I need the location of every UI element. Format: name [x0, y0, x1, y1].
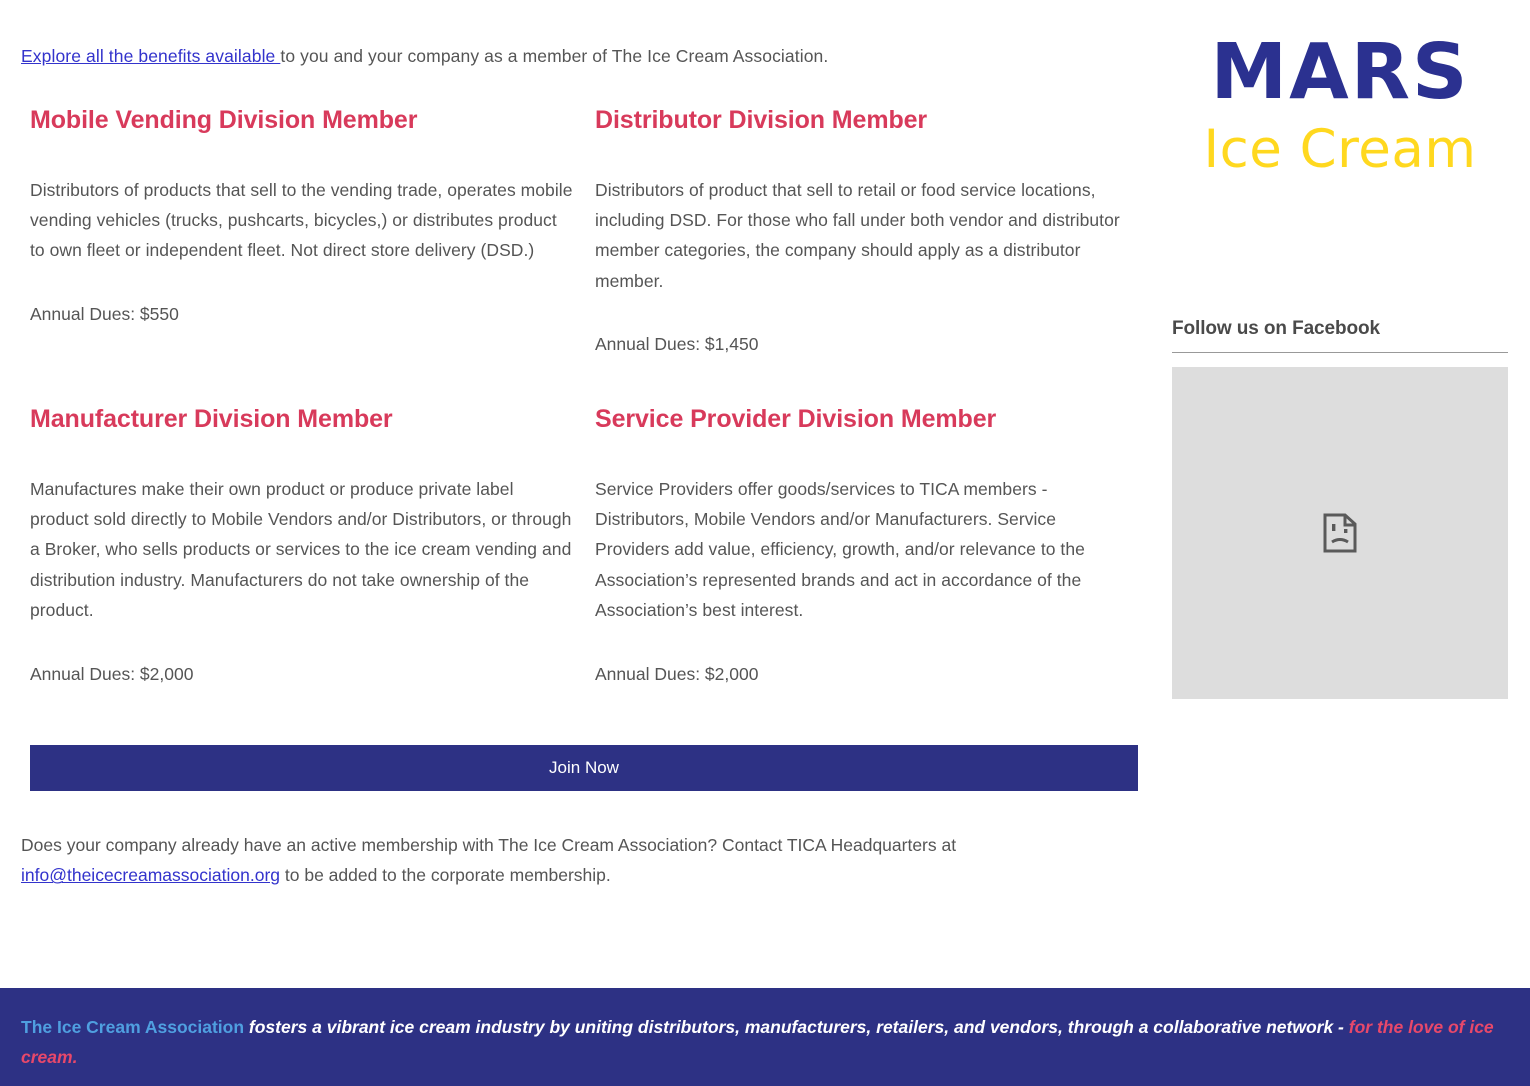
logo-primary-text: MARS [1210, 28, 1470, 117]
contact-text-after: to be added to the corporate membership. [280, 865, 611, 886]
footer-tagline [21, 1012, 1510, 1072]
card-title: Manufacturer Division Member [30, 405, 393, 434]
card-description: Distributors of products that sell to the vending trade, operates mobile vending vehicles (trucks, pushcarts, bicycles,) or distributes product to own fleet or independent fleet. Not direct store delivery (DSD.) [30, 179, 573, 261]
explore-benefits-link[interactable]: Explore all the benefits available [21, 46, 281, 66]
join-button-container [30, 745, 1151, 791]
contact-email-link[interactable]: info@theicecreamassociation.org [21, 865, 281, 886]
footer-accent-text: for the love of ice cream. [21, 1017, 1494, 1068]
contact-text-before: Does your company already have an active membership with The Ice Cream Association? Contact TICA Headquarters at [21, 834, 957, 855]
card-dues: Annual Dues: $2,000 [595, 663, 759, 684]
membership-card-service-provider [586, 404, 1151, 687]
site-footer [0, 988, 1530, 1086]
card-description: Service Providers offer goods/services to TICA members - Distributors, Mobile Vendors and/or Manufacturers. Service Providers add value, efficiency, growth, and/or relevance to the Association’s represented brands and act in accordance of the Association’s best interest. [595, 478, 1085, 621]
mars-ice-cream-logo [1172, 28, 1508, 224]
card-dues: Annual Dues: $550 [30, 303, 179, 324]
broken-image-icon [1323, 513, 1357, 553]
card-description: Distributors of product that sell to retail or food service locations, including DSD. For those who fall under both vendor and distributor member categories, the company should apply as a distributor member. [595, 179, 1120, 291]
intro-paragraph [21, 43, 1151, 69]
card-dues: Annual Dues: $2,000 [30, 663, 194, 684]
logo-secondary-text: Ice Cream [1203, 119, 1477, 180]
card-title: Distributor Division Member [595, 106, 928, 135]
footer-brand-name: The Ice Cream Association [21, 1017, 245, 1037]
card-title: Service Provider Division Member [595, 405, 997, 434]
membership-card-manufacturer [21, 404, 586, 687]
card-description: Manufactures make their own product or produce private label product sold directly to Mobile Vendors and/or Distributors, or through a Broker, who sells products or services to the ice cream vending and distribution industry. Manufacturers do not take ownership of the product. [30, 478, 572, 621]
facebook-widget-heading: Follow us on Facebook [1172, 318, 1508, 353]
right-sidebar [1172, 0, 1508, 699]
membership-card-mobile-vending [21, 105, 586, 358]
footer-middle-text: fosters a vibrant ice cream industry by uniting distributors, manufacturers, retailers, and vendors, through a collaborative network - [244, 1017, 1349, 1037]
contact-paragraph [21, 830, 1131, 892]
intro-rest-text: to you and your company as a member of The Ice Cream Association. [280, 46, 829, 66]
facebook-embed-placeholder[interactable] [1172, 367, 1508, 699]
membership-grid [21, 105, 1151, 687]
main-content [21, 0, 1151, 891]
membership-card-distributor [586, 105, 1151, 358]
card-dues: Annual Dues: $1,450 [595, 334, 759, 355]
card-title: Mobile Vending Division Member [30, 106, 418, 135]
join-now-button[interactable]: Join Now [30, 745, 1138, 791]
